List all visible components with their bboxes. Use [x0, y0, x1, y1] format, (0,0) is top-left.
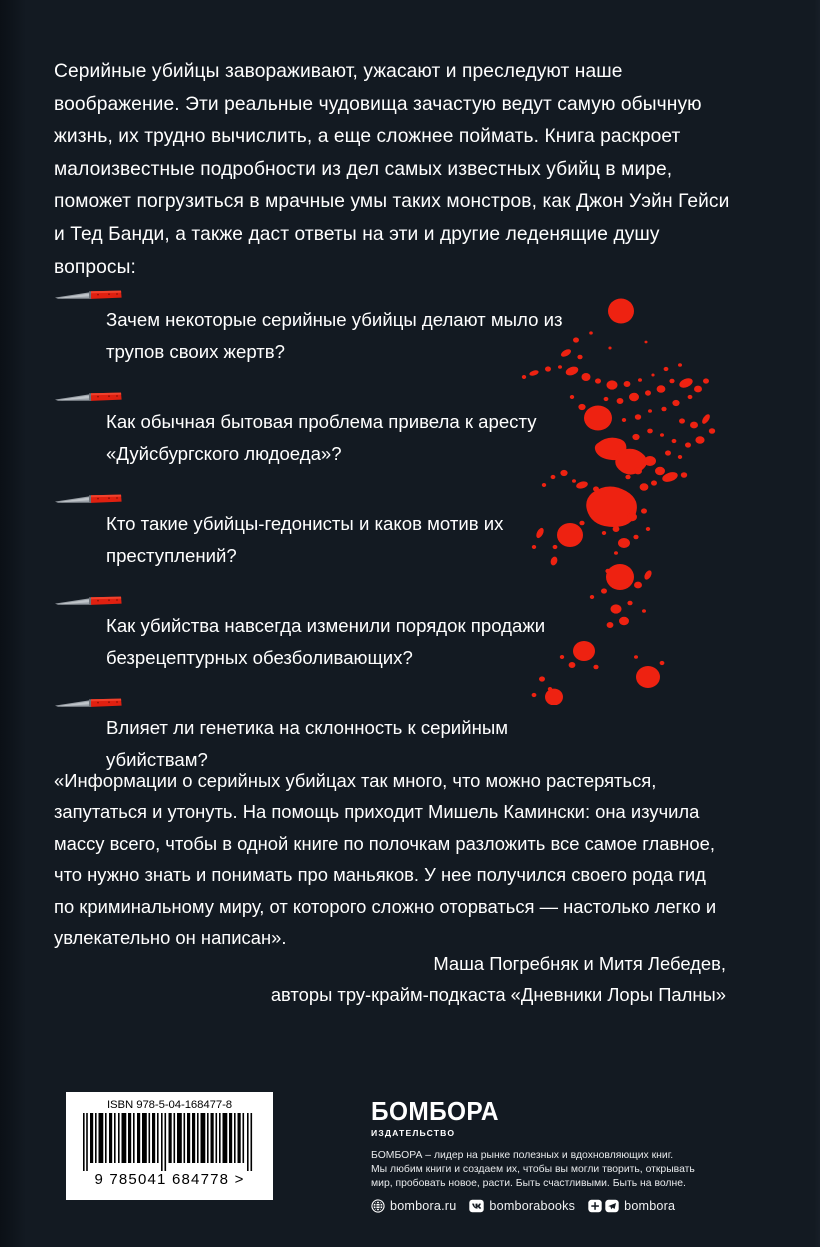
plus-circle-icon — [588, 1199, 602, 1213]
publisher-block — [371, 1098, 771, 1213]
knife-icon — [54, 390, 124, 405]
spine-shadow — [0, 0, 26, 1247]
publisher-description — [371, 1149, 723, 1192]
publisher-subtitle: ИЗДАТЕЛЬСТВО — [371, 1128, 456, 1138]
question-text: Как обычная бытовая проблема привела к аресту «Дуйсбургского людоеда»? — [106, 411, 537, 464]
intro-paragraph — [54, 56, 732, 284]
knife-icon — [54, 696, 124, 711]
publisher-logo: БОМБОРА — [371, 1096, 499, 1126]
question-item — [54, 696, 594, 775]
social-links — [371, 1199, 771, 1213]
question-text: Как убийства навсегда изменили порядок продажи безрецептурных обезболивающих? — [106, 615, 546, 668]
testimonial-text: «Информации о серийных убийцах так много, что можно растеряться, запутаться и утонуть. На помощь приходит Мишель Камински: она изучила массу всего, чтобы в одной книге по полочкам разложить все самое главное, что нужно знать и понимать про маньяков. У нее получился своего рода гид по криминальному миру, от которого сложно оторваться — настолько легко и увлекательно он написан». — [54, 770, 717, 949]
question-item — [54, 492, 594, 571]
vk-icon — [469, 1199, 484, 1213]
social-link-telegram[interactable] — [588, 1199, 675, 1213]
attribution-authors: Маша Погребняк и Митя Лебедев, — [433, 953, 726, 974]
question-item — [54, 288, 594, 367]
social-label-telegram: bombora — [624, 1198, 676, 1213]
testimonial-quote — [54, 765, 726, 953]
globe-icon — [371, 1199, 385, 1213]
edge-highlight — [814, 0, 820, 1247]
social-link-website[interactable] — [371, 1199, 456, 1213]
question-text: Кто такие убийцы-гедонисты и каков мотив их преступлений? — [106, 513, 504, 566]
social-link-vk[interactable] — [469, 1199, 575, 1213]
publisher-description-line: Мы любим книги и создаем их, чтобы вы могли творить, открывать — [371, 1164, 695, 1176]
barcode-bars — [83, 1113, 256, 1171]
knife-icon — [54, 594, 124, 609]
knife-icon — [54, 492, 124, 507]
barcode — [66, 1092, 273, 1200]
testimonial-attribution — [54, 948, 726, 1011]
intro-text: Серийные убийцы завораживают, ужасают и преследуют наше воображение. Эти реальные чудовища зачастую ведут самую обычную жизнь, их трудно вычислить, а еще сложнее поймать. Книга раскроет малоизвестные подробности из дел самых известных убийц в мире, поможет погрузиться в мрачные умы таких монстров, как Джон Уэйн Гейси и Тед Банди, а также даст ответы на эти и другие леденящие душу вопросы: — [54, 61, 730, 278]
publisher-description-line: мир, пробовать новое, расти. Быть счастливыми. Быть на волне. — [371, 1178, 686, 1190]
question-item — [54, 390, 594, 469]
barcode-digits: 9 785041 684778 > — [94, 1171, 245, 1188]
telegram-icon — [605, 1199, 619, 1213]
knife-icon — [54, 288, 124, 303]
publisher-description-line: БОМБОРА – лидер на рынке полезных и вдохновляющих книг. — [371, 1150, 674, 1161]
questions-list — [54, 288, 594, 775]
attribution-podcast: авторы тру-крайм-подкаста «Дневники Лоры Палны» — [270, 984, 726, 1006]
question-item — [54, 594, 594, 673]
question-text: Зачем некоторые серийные убийцы делают мыло из трупов своих жертв? — [106, 309, 563, 362]
social-label-website: bombora.ru — [390, 1198, 457, 1213]
social-label-vk: bomborabooks — [489, 1198, 576, 1213]
isbn-label: ISBN 978-5-04-168477-8 — [106, 1099, 233, 1111]
question-text: Влияет ли генетика на склонность к серийным убийствам? — [106, 717, 508, 770]
